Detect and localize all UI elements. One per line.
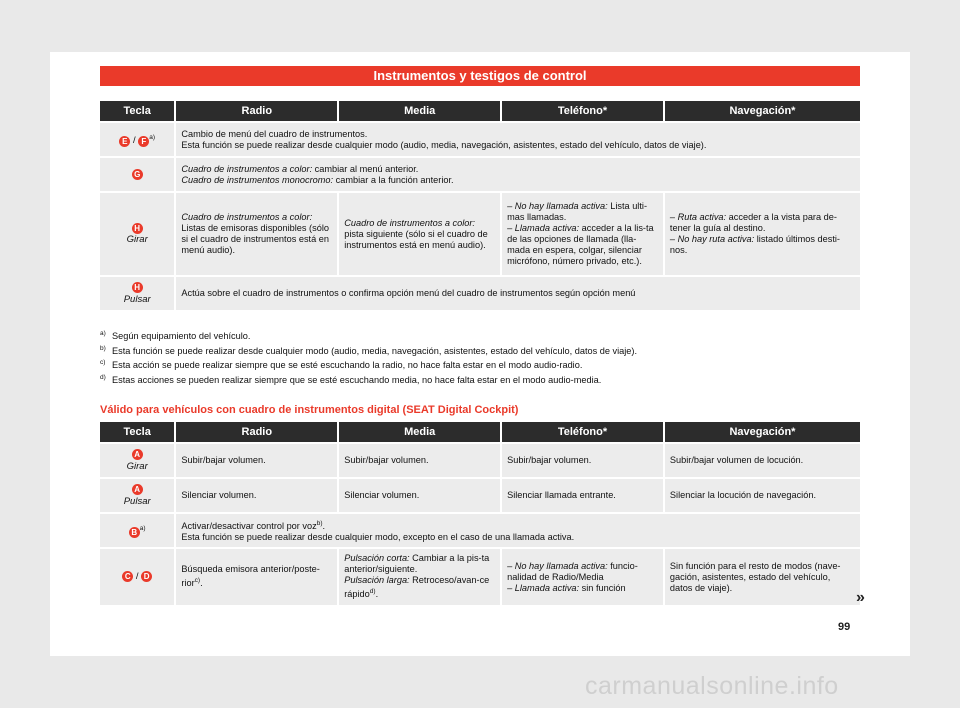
cell-media: [339, 549, 500, 605]
key-cell: [100, 158, 174, 191]
cell-label: Cuadro de instrumentos a color:: [181, 212, 313, 222]
table-row: [100, 514, 860, 547]
page-title: Instrumentos y testigos de control: [100, 66, 860, 86]
cell-label: Cuadro de instrumentos a color:: [344, 217, 475, 228]
footnotes: [100, 329, 860, 387]
key-h-icon: H: [132, 282, 143, 293]
continue-arrow-icon: »: [856, 589, 865, 606]
key-e-icon: E: [119, 136, 130, 147]
cell-text: sin función: [579, 582, 626, 593]
cell-label: – Llamada activa:: [507, 582, 580, 593]
cell-navegacion: Silenciar la locución de navegación.: [665, 479, 860, 512]
key-f-icon: F: [138, 136, 149, 147]
key-cell: [100, 123, 174, 156]
table-controls-standard: [98, 99, 862, 312]
table-row: [100, 277, 860, 310]
key-separator: /: [132, 135, 136, 147]
key-cell: [100, 444, 174, 477]
cell-telefono: [502, 193, 663, 275]
table-header-row: [100, 422, 860, 442]
footnote: [100, 358, 860, 373]
cell-media: [339, 193, 500, 275]
key-action: Girar: [126, 234, 148, 245]
cell-label: Pulsación larga:: [344, 575, 410, 586]
footnote-ref: a): [139, 525, 146, 533]
key-cell: [100, 277, 174, 310]
footnote: [100, 373, 860, 388]
cell-navegacion: Sin función para el resto de modos (nave-gación, asistentes, estado del vehículo, datos de viaje).: [665, 549, 860, 605]
cell-label: – Ruta activa:: [669, 212, 727, 222]
cell-media: Subir/bajar volumen.: [339, 444, 500, 477]
cell-telefono: [502, 549, 663, 605]
watermark: carmanualsonline.info: [585, 672, 839, 700]
key-h-icon: H: [132, 223, 143, 234]
key-cell: [100, 193, 174, 275]
table-controls-digital-cockpit: [98, 420, 862, 607]
table-header-row: [100, 101, 860, 121]
key-a-icon: A: [132, 484, 143, 495]
row-description: Actúa sobre el cuadro de instrumentos o confirma opción menú del cuadro de instrumentos según opción menú: [176, 277, 860, 310]
cell-radio: [176, 549, 337, 605]
footnote-ref: b): [316, 519, 323, 527]
footnote-text: Según equipamiento del vehículo.: [112, 331, 251, 341]
row-description: [176, 123, 860, 156]
desc-text: cambiar al menú anterior.: [312, 163, 419, 174]
cell-telefono: Subir/bajar volumen.: [502, 444, 663, 477]
cell-text: Retroceso/avan-ce rápido: [344, 575, 490, 600]
cell-text: acceder a la vista para de-tener la guía al destino.: [669, 212, 837, 233]
desc-label: Cuadro de instrumentos monocromo:: [181, 174, 334, 185]
desc-line: Cambio de menú del cuadro de instrumentos.: [181, 128, 368, 139]
footnote-text: Estas acciones se pueden realizar siempre que se esté escuchando media, no hace falta estar en el modo audio-media.: [112, 374, 602, 385]
cell-label: – No hay llamada activa:: [507, 560, 608, 571]
section-subtitle: Válido para vehículos con cuadro de instrumentos digital (SEAT Digital Cockpit): [100, 404, 519, 416]
row-description: [176, 514, 860, 547]
col-header-tecla: Tecla: [100, 101, 174, 121]
cell-label: – Llamada activa:: [507, 223, 580, 233]
row-description: [176, 158, 860, 191]
cell-text: Listas de emisoras disponibles (sólo si el cuadro de instrumentos está en menú audio).: [181, 223, 329, 255]
cell-navegacion: [665, 193, 860, 275]
cell-punct: .: [375, 589, 379, 600]
key-action: Pulsar: [123, 293, 151, 305]
desc-line: Activar/desactivar control por voz: [181, 521, 317, 532]
desc-line: Esta función se puede realizar desde cualquier modo, excepto en el caso de una llamada activa.: [181, 532, 575, 543]
cell-text: acceder a la lis-ta de las opciones de llamada (lla-mada en espera, colgar, silenciar micrófono, número privado, etc.).: [507, 223, 654, 266]
col-header-navegacion: Navegación*: [665, 422, 860, 442]
col-header-media: Media: [339, 422, 500, 442]
footnote-mark: a): [100, 330, 106, 337]
desc-text: cambiar a la función anterior.: [333, 174, 454, 185]
col-header-media: Media: [339, 101, 500, 121]
cell-text: Lista ulti-mas llamadas.: [507, 201, 648, 222]
desc-line: Esta función se puede realizar desde cualquier modo (audio, media, navegación, asistentes, estado del vehículo, datos de viaje).: [181, 139, 707, 150]
table-row: [100, 549, 860, 605]
footnote-text: Esta función se puede realizar desde cualquier modo (audio, media, navegación, asistentes, estado del vehículo, datos de viaje).: [112, 345, 638, 356]
cell-radio: Subir/bajar volumen.: [176, 444, 337, 477]
page-number: 99: [838, 621, 851, 633]
desc-punct: .: [322, 521, 326, 532]
footnote-ref: c): [194, 577, 201, 585]
cell-text: Búsqueda emisora anterior/poste-rior: [181, 564, 320, 589]
table-row: [100, 479, 860, 512]
key-cell: [100, 479, 174, 512]
col-header-radio: Radio: [176, 422, 337, 442]
footnote-mark: c): [100, 359, 106, 366]
col-header-telefono: Teléfono*: [502, 422, 663, 442]
footnote-text: Esta acción se puede realizar siempre que se esté escuchando la radio, no hace falta estar en el modo audio-radio.: [112, 360, 583, 370]
key-action: Girar: [126, 460, 148, 472]
cell-navegacion: Subir/bajar volumen de locución.: [665, 444, 860, 477]
cell-label: Pulsación corta:: [344, 553, 410, 564]
cell-text: Cambiar a la pis-ta anterior/siguiente.: [344, 553, 490, 575]
key-cell: [100, 549, 174, 605]
key-separator: /: [135, 571, 139, 583]
cell-radio: Silenciar volumen.: [176, 479, 337, 512]
key-b-icon: B: [129, 527, 140, 538]
footnote-mark: d): [100, 373, 106, 381]
footnote: [100, 344, 860, 359]
footnote-ref: d): [369, 588, 376, 596]
key-action: Pulsar: [123, 495, 151, 507]
col-header-tecla: Tecla: [100, 422, 174, 442]
table-row: [100, 193, 860, 275]
cell-text: pista siguiente (sólo si el cuadro de instrumentos está en menú audio).: [344, 228, 488, 250]
key-d-icon: D: [141, 571, 152, 582]
footnote-mark: b): [100, 344, 106, 352]
cell-text: funcio-nalidad de Radio/Media: [507, 560, 638, 582]
cell-radio: [176, 193, 337, 275]
table-row: [100, 444, 860, 477]
cell-punct: .: [200, 578, 203, 589]
table-row: [100, 123, 860, 156]
cell-telefono: Silenciar llamada entrante.: [502, 479, 663, 512]
key-cell: [100, 514, 174, 547]
table-row: [100, 158, 860, 191]
key-c-icon: C: [122, 571, 133, 582]
cell-media: Silenciar volumen.: [339, 479, 500, 512]
desc-label: Cuadro de instrumentos a color:: [181, 163, 313, 174]
cell-label: – No hay llamada activa:: [507, 201, 608, 211]
cell-label: – No hay ruta activa:: [669, 234, 755, 244]
key-a-icon: A: [132, 449, 143, 460]
footnote: [100, 329, 860, 344]
col-header-telefono: Teléfono*: [502, 101, 663, 121]
col-header-navegacion: Navegación*: [665, 101, 860, 121]
key-g-icon: G: [132, 169, 143, 180]
col-header-radio: Radio: [176, 101, 337, 121]
cell-text: listado últimos desti-nos.: [669, 234, 840, 255]
footnote-ref: a): [149, 134, 156, 142]
